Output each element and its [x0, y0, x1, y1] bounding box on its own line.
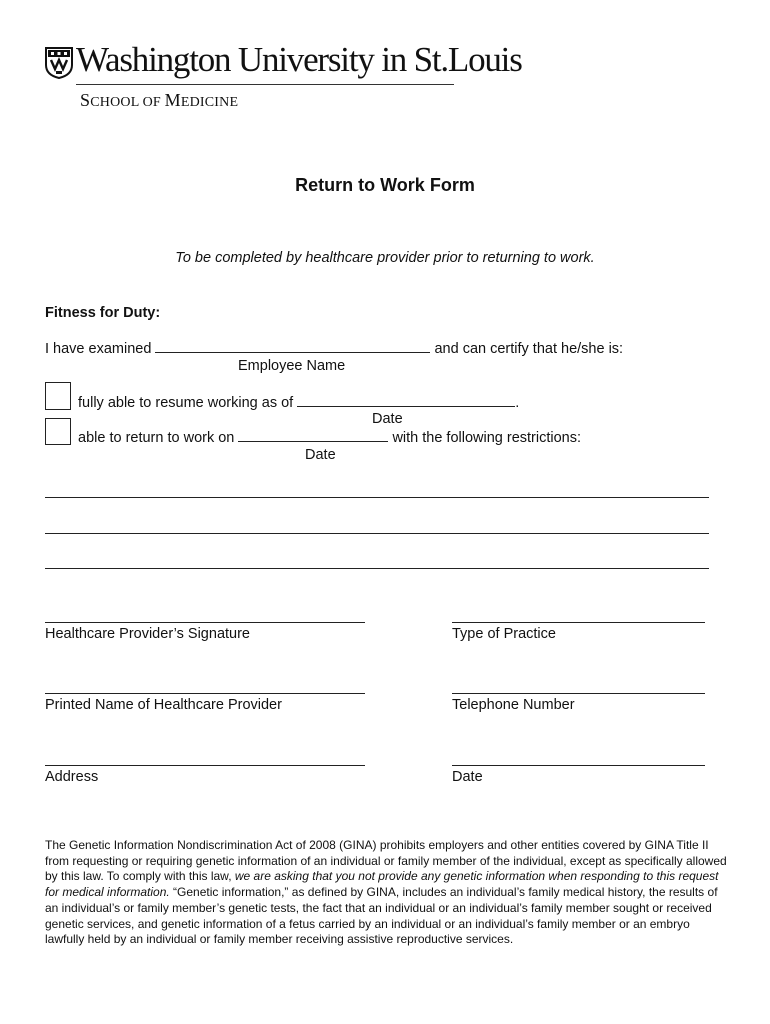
section-heading-fitness: Fitness for Duty:: [45, 305, 161, 321]
school-name-part-2: EDICINE: [180, 95, 239, 110]
option2-suffix: with the following restrictions:: [392, 430, 582, 446]
university-crest-logo: [45, 47, 73, 79]
option2-line: [78, 428, 581, 447]
employee-name-field[interactable]: [155, 339, 430, 353]
option1-period: .: [515, 395, 520, 411]
restrictions-line-3[interactable]: [45, 568, 709, 569]
return-date-field[interactable]: [238, 428, 388, 442]
resume-date-field[interactable]: [297, 393, 515, 407]
gina-notice-part-2: “Genetic information,” as defined by GINA, includes an individual’s family medical history, the results of an individual’s or family member’s genetic tests, the fact that an individual or an individual’s family member sought or received genetic services, and genetic information of a fetus carried by an individual or an individual’s family member or an embryo lawfully held by an individual or family member receiving assistive reproductive services.: [45, 885, 718, 947]
type-of-practice-field[interactable]: [452, 622, 705, 623]
telephone-label: Telephone Number: [452, 697, 575, 713]
university-name: Washington University in St.Louis: [76, 40, 522, 79]
examined-line: [45, 339, 623, 358]
resume-date-label: Date: [372, 411, 403, 427]
gina-notice-part-1: The Genetic Information Nondiscrimination Act of 2008 (GINA) prohibits employers and other entities covered by GINA Title II from requesting or requiring genetic information of an individual or family member of the individual, except as specifically allowed by this law. To comply with this law,: [45, 838, 727, 884]
form-title: Return to Work Form: [295, 175, 475, 195]
fully-able-checkbox[interactable]: [45, 382, 71, 410]
gina-notice-italic: we are asking that you not provide any genetic information when responding to this request for medical information.: [45, 869, 719, 900]
school-name-part-1: CHOOL OF: [90, 95, 165, 110]
telephone-field[interactable]: [452, 693, 705, 694]
school-name: [80, 88, 238, 115]
logo-divider: [76, 84, 454, 85]
option2-label: able to return to work on: [78, 430, 235, 446]
printed-name-field[interactable]: [45, 693, 365, 694]
provider-signature-label: Healthcare Provider’s Signature: [45, 626, 250, 642]
provider-signature-field[interactable]: [45, 622, 365, 623]
return-date-label: Date: [305, 447, 336, 463]
school-name-initial-s: S: [80, 90, 91, 110]
gina-notice: [45, 838, 730, 948]
printed-name-label: Printed Name of Healthcare Provider: [45, 697, 282, 713]
option1-line: [78, 393, 519, 412]
restrictions-line-2[interactable]: [45, 533, 709, 534]
address-label: Address: [45, 769, 99, 785]
employee-name-label: Employee Name: [238, 358, 346, 374]
address-field[interactable]: [45, 765, 365, 766]
date-label: Date: [452, 769, 483, 785]
restricted-return-checkbox[interactable]: [45, 418, 71, 445]
examined-prefix: I have examined: [45, 341, 152, 357]
option1-label: fully able to resume working as of: [78, 395, 294, 411]
type-of-practice-label: Type of Practice: [452, 626, 556, 642]
form-subtitle: To be completed by healthcare provider prior to returning to work.: [175, 250, 595, 266]
date-field[interactable]: [452, 765, 705, 766]
school-name-initial-m: M: [164, 90, 181, 110]
restrictions-line-1[interactable]: [45, 497, 709, 498]
examined-suffix: and can certify that he/she is:: [434, 341, 624, 357]
